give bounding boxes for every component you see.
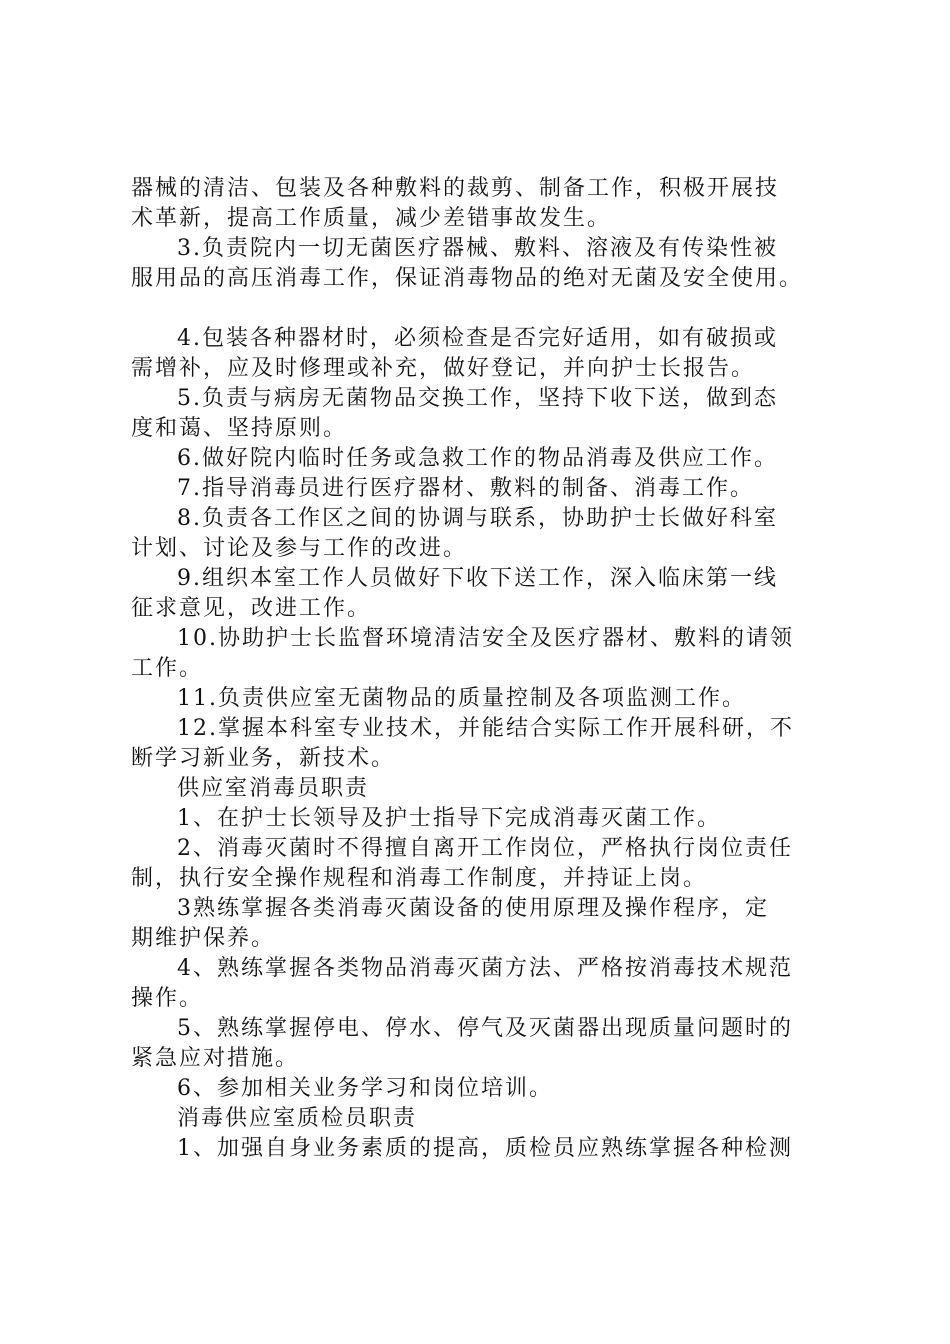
text-line: 度和蔼、坚持原则。 <box>131 416 348 441</box>
text-line: 5、熟练掌握停电、停水、停气及灭菌器出现质量问题时的 <box>177 1016 793 1041</box>
text-line: 断学习新业务，新技术。 <box>131 746 396 771</box>
text-line: 计划、讨论及参与工作的改进。 <box>131 536 468 561</box>
text-line: 期维护保养。 <box>131 926 276 951</box>
text-line: 征求意见，改进工作。 <box>131 596 372 621</box>
text-line: 6.做好院内临时任务或急救工作的物品消毒及供应工作。 <box>177 446 778 471</box>
text-line: 1、加强自身业务素质的提高，质检员应熟练掌握各种检测 <box>177 1136 793 1161</box>
text-line: 4.包装各种器材时，必须检查是否完好适用，如有破损或 <box>177 326 778 351</box>
text-line: 4、熟练掌握各类物品消毒灭菌方法、严格按消毒技术规范 <box>177 956 793 981</box>
text-line: 11.负责供应室无菌物品的质量控制及各项监测工作。 <box>177 686 746 711</box>
text-line: 2、消毒灭菌时不得擅自离开工作岗位，严格执行岗位责任 <box>177 836 793 861</box>
text-line: 10.协助护士长监督环境清洁安全及医疗器材、敷料的请领 <box>177 626 794 651</box>
text-line: 6、参加相关业务学习和岗位培训。 <box>177 1076 553 1101</box>
text-line: 5.负责与病房无菌物品交换工作，坚持下收下送，做到态 <box>177 386 778 411</box>
text-line: 服用品的高压消毒工作，保证消毒物品的绝对无菌及安全使用。 <box>131 266 804 291</box>
text-line: 器械的清洁、包装及各种敷料的裁剪、制备工作，积极开展技 <box>131 176 780 201</box>
text-line: 1、在护士长领导及护士指导下完成消毒灭菌工作。 <box>177 806 721 831</box>
text-line: 3熟练掌握各类消毒灭菌设备的使用原理及操作程序，定 <box>177 896 769 921</box>
text-line: 制，执行安全操作规程和消毒工作制度，并持证上岗。 <box>131 866 708 891</box>
text-line: 紧急应对措施。 <box>131 1046 300 1071</box>
text-line: 术革新，提高工作质量，减少差错事故发生。 <box>131 206 612 231</box>
text-line: 3.负责院内一切无菌医疗器械、敷料、溶液及有传染性被 <box>177 236 778 261</box>
text-line: 工作。 <box>131 656 204 681</box>
text-line: 需增补，应及时修理或补充，做好登记，并向护士长报告。 <box>131 356 756 381</box>
text-line: 12.掌握本科室专业技术，并能结合实际工作开展科研，不 <box>177 716 794 741</box>
section-heading: 供应室消毒员职责 <box>177 776 370 801</box>
text-line: 操作。 <box>131 986 204 1011</box>
section-heading: 消毒供应室质检员职责 <box>177 1106 418 1131</box>
document-body <box>131 174 831 1164</box>
text-line: 8.负责各工作区之间的协调与联系，协助护士长做好科室 <box>177 506 778 531</box>
text-line: 9.组织本室工作人员做好下收下送工作，深入临床第一线 <box>177 566 778 591</box>
text-line: 7.指导消毒员进行医疗器材、敷料的制备、消毒工作。 <box>177 476 754 501</box>
paragraph-gap <box>131 294 831 324</box>
